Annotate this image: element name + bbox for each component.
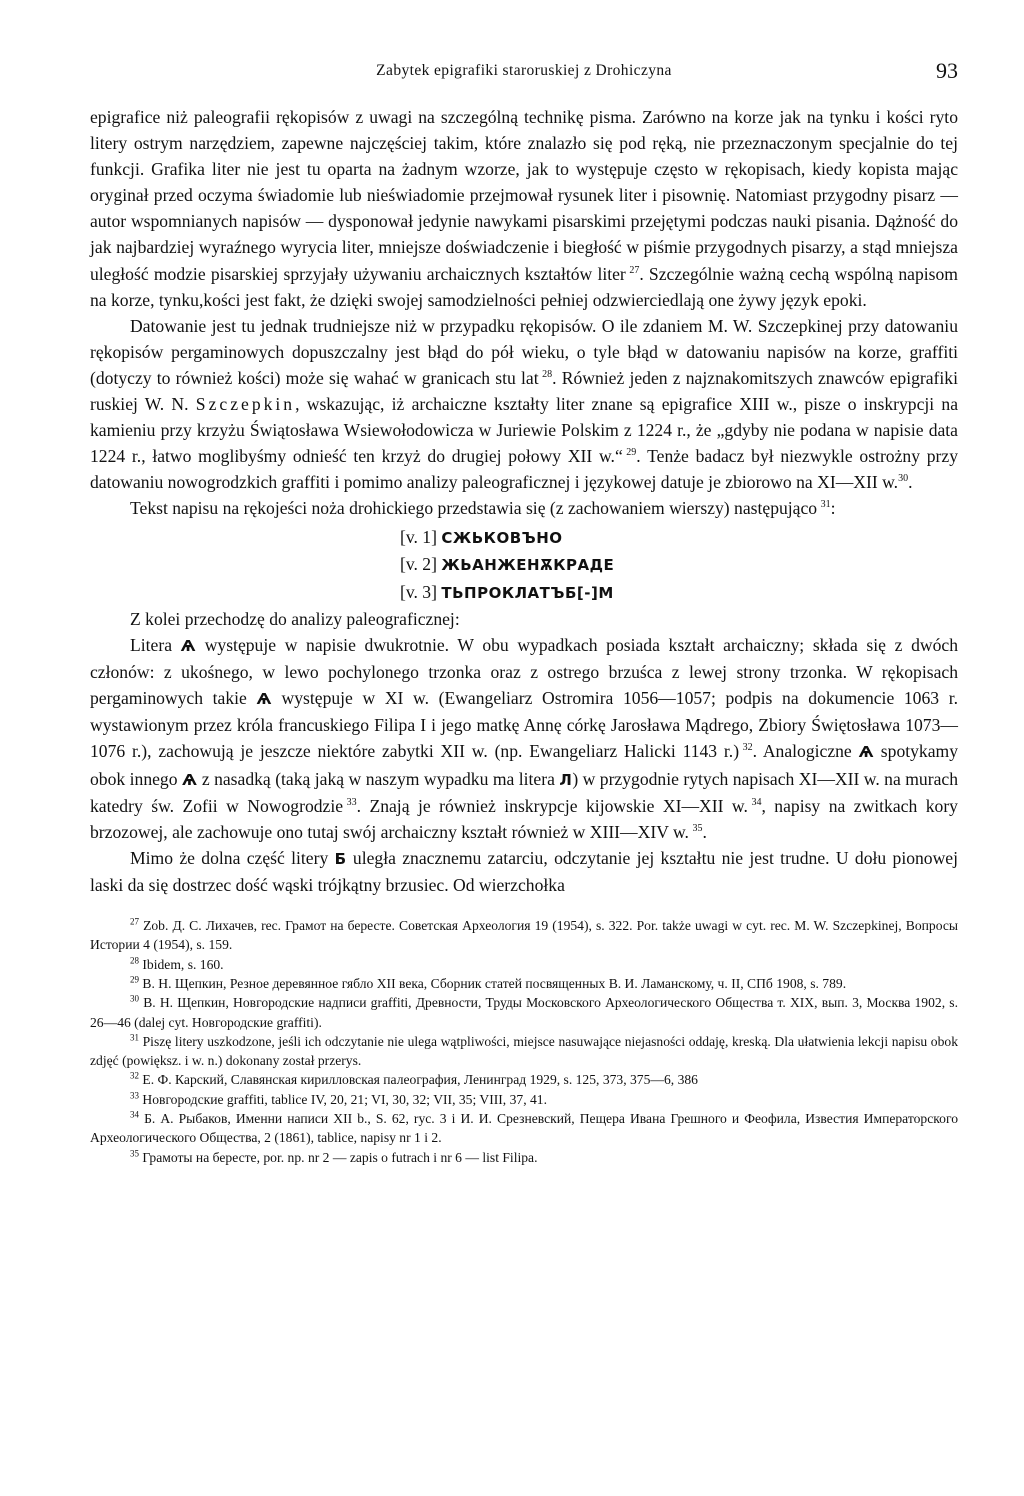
page-number: 93 [936,58,958,83]
footnote-number: 31 [130,1032,139,1043]
text-run: . Również jeden z najznakomitszych znawców epigrafiki ruskiej W. N. [90,367,958,415]
cyrillic-glyph: Л [559,770,573,789]
footnote-ref: 29 [626,447,637,459]
paragraph [90,632,958,845]
text-run: . Szczególnie ważną cechą wspólną napisom na korze, tynku,kości jest fakt, że dzięki swojej samodzielności pełniej odzwierciedlają one żywy język epoki. [90,263,958,310]
footnote-number: 35 [130,1148,139,1159]
verse-text: ЖЬАНЖЕНѪКРАДЕ [441,556,615,574]
text-run: spotykamy obok innego [90,741,959,789]
footnote [90,1070,958,1089]
footnote [90,1090,958,1109]
text-run: . Tenże badacz był niezwykle ostrożny przy datowaniu nowogrodzkich graffiti i pomimo analizy paleograficznej i językowej datuje je zbiorowo na XI—XII w. [90,446,959,493]
text-run: . Znają je również inskrypcje kijowskie XI—XII w. [356,795,748,816]
text-run: . [702,821,707,842]
cyrillic-glyph: Ѧ [180,637,197,656]
paragraph [90,104,958,313]
footnote-number: 28 [130,955,139,966]
footnote [90,1109,958,1148]
footnote-number: 32 [130,1070,139,1081]
text-run: występuje w XI w. (Ewangeliarz Ostromira 1056—1057; podpis na dokumencie 1063 r. wystawionym przez króla francuskiego Filipa I i jego matkę Annę córkę Jarosława Mądrego, Zbiory Świętosława 1073— 1076 r.), zachowują je jeszcze niektóre zabytki XII w. (np. Ewangeliarz Halicki 1143 r.) [90,688,958,762]
paragraph [90,495,958,521]
text-run: ) w przygodnie rytych napisach XI—XII w. na murach katedry św. Zofii w Nowogrodzie [90,768,958,816]
cyrillic-glyph: Ѧ [256,690,272,709]
footnote-text: Piszę litery uszkodzone, jeśli ich odczytanie nie ulega wątpliwości, miejsce nasuwające niejasności oddaję, kreską. Dla ułatwienia lekcji napisu obok zdjęć (powiększ. i w. n.) dokonany został przerys. [90,1033,958,1069]
text-run: : [830,498,836,519]
verse-text: СЖЬКОВЪНО [441,528,563,547]
author-name: Szczepkin [195,394,296,415]
text-run: Tekst napisu na rękojeści noża drohickiego przedstawia się (z zachowaniem wierszy) następująco [130,498,818,519]
verse-line [400,551,958,579]
footnote-number: 30 [130,993,139,1004]
text-run: Litera [130,635,172,656]
footnote-number: 27 [130,916,139,927]
footnote [90,1148,958,1167]
footnote-text: В. Н. Щепкин, Новгородские надписи graffiti, Древности, Труды Московского Археологического Общества т. XIX, вып. 3, Москва 1902, s. 26—46 (dalej cyt. Новгородские graffiti). [90,995,958,1030]
body-text [90,104,958,898]
cyrillic-glyph: Ѧ [181,770,198,789]
footnote-number: 33 [130,1090,139,1101]
footnote [90,1032,958,1071]
paragraph [90,845,958,898]
text-run: , napisy na zwitkach kory brzozowej, ale zachowuje ono tutaj swój archaiczny kształt również w XIII—XIV w. [90,795,958,842]
footnote [90,993,958,1032]
verse-label: [v. 2] [400,554,437,574]
footnote-ref: 35 [692,822,703,834]
text-run: Datowanie jest tu jednak trudniejsze niż w przypadku rękopisów. O ile zdaniem M. W. Szczepkinej przy datowaniu rękopisów pergaminowych dopuszczalny jest błąd do pół wieku, o tyle błąd w datowaniu napisów na korze, graffiti (dotyczy to również kości) może się wahać w granicach stu lat [90,315,958,388]
verse-text: ТЬПРОКЛАТЪБ[-]М [441,583,614,602]
footnotes [90,916,958,1167]
text-run: , wskazując, iż archaiczne kształty liter znane są epigrafice XIII w., pisze o inskrypcji na kamieniu przy krzyżu Świątosława Wsiewołodowicza w Juriewie Polskim z 1224 r., że „gdyby nie podana w napisie data 1224 r., łatwo moglibyśmy odnieść ten krzyż do drugiej połowy XII w.“ [90,394,959,467]
page-header [90,58,958,98]
paragraph: Z kolei przechodzę do analizy paleograficznej: [130,609,460,629]
text-run: z nasadką (taką jaką w naszym wypadku ma litera [201,768,555,789]
footnote [90,955,958,974]
text-run: epigrafice niż paleografii rękopisów z uwagi na szczególną technikę pisma. Zarówno na korze jak na tynku i kości ryto litery ostrym narzędziem, zapewne najczęściej takim, które znalazło się pod ręką, nie przeznaczonym specjalnie do tej funkcji. Grafika liter nie jest tu oparta na żadnym wzorze, jak to występuje często w rękopisach, kiedy kopista mając oryginał przed oczyma świadomie lub nieświadomie przejmował rysunek liter i pisownię. Natomiast przygodny pisarz — autor wspomnianych napisów — dysponował jedynie nawykami pisarskimi przejętymi podczas nauki pisania. Dążność do jak najbardziej wyraźnego wyrycia liter, mniejsze doświadczenie i biegłość w piśmie przygodnych pisarzy, a stąd mniejsza uległość modzie pisarskiej sprzyjały używaniu archaicznych kształtów liter [90,107,958,284]
footnote-ref: 32 [742,742,753,754]
running-title: Zabytek epigrafiki staroruskiej z Drohiczyna [376,62,672,79]
text-run: Mimo że dolna część litery [130,847,329,868]
inscription-transcript [400,524,958,607]
paragraph [90,313,958,496]
footnote-text: Грамоты на бересте, por. np. nr 2 — zapis o futrach i nr 6 — list Filipa. [142,1149,538,1165]
text-run: . [908,472,913,493]
footnote-ref: 31 [820,499,831,511]
text-run: występuje w napisie dwukrotnie. W obu wypadkach posiada kształt archaiczny; składa się z dwóch członów: z ukośnego, w lewo pochylonego trzonka oraz z ostrego brzuśca z lewej strony trzonka. W rękopisach pergaminowych takie [90,635,958,709]
footnote-text: Новгородские graffiti, tablice IV, 20, 21; VI, 30, 32; VII, 35; VIII, 37, 41. [142,1091,547,1107]
cyrillic-glyph: Ѧ [858,743,874,762]
footnote-ref: 30 [898,473,909,485]
verse-label: [v. 3] [400,581,437,602]
footnote [90,974,958,993]
footnote-text: Ibidem, s. 160. [142,956,224,972]
footnote-number: 34 [130,1109,139,1120]
footnote-text: Zob. Д. С. Лихачев, rec. Грамот на бересте. Советская Археология 19 (1954), s. 322. Por. także uwagi w cyt. rec. M. W. Szczepkinej, Вопросы Истории 4 (1954), s. 159. [90,918,958,953]
text-run: . Analogiczne [752,741,852,762]
verse-label: [v. 1] [400,526,437,547]
footnote-text: Е. Ф. Карский, Славянская кирилловская палеография, Ленинград 1929, s. 125, 373, 375—6, 386 [142,1072,698,1088]
footnote-ref: 28 [542,369,553,381]
text-run: uległa znacznemu zatarciu, odczytanie jej kształtu nie jest trudne. U dołu pionowej laski da się dostrzec dość wąski trójkątny brzusiec. Od wierzchołka [90,847,958,895]
cyrillic-glyph: Б [334,849,347,868]
footnote-ref: 34 [751,796,762,808]
verse-line [400,579,958,607]
footnote-number: 29 [130,974,139,985]
footnote-ref: 33 [346,796,357,808]
footnote [90,916,958,955]
verse-line [400,524,958,552]
footnote-ref: 27 [629,264,640,276]
footnote-text: Б. А. Рыбаков, Именни написи XII b., S. 62, ryc. 3 i И. И. Срезневский, Пещера Ивана Грешного и Феофила, Известия Императорского Археологического Общества, 2 (1861), tablice, napisy nr 1 i 2. [90,1111,958,1146]
footnote-text: В. Н. Щепкин, Резное деревянное гябло XII века, Сборник статей посвященных В. И. Ламанскому, ч. II, СПб 1908, s. 789. [142,975,847,991]
